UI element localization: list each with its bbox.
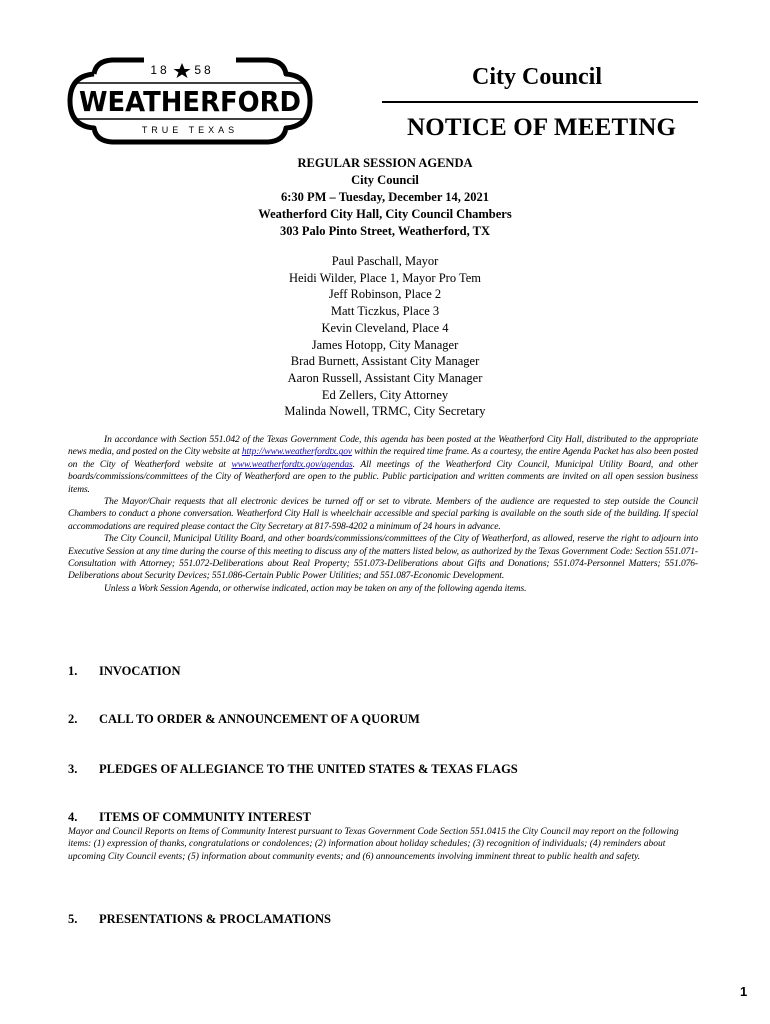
meeting-datetime: 6:30 PM – Tuesday, December 14, 2021	[280, 190, 490, 204]
agenda-item-number: 5.	[68, 912, 78, 926]
meeting-address: 303 Palo Pinto Street, Weatherford, TX	[279, 224, 491, 238]
meeting-location: Weatherford City Hall, City Council Chambers	[258, 207, 512, 221]
notice-paragraph-posting	[68, 434, 698, 496]
officials-list	[0, 253, 770, 420]
agenda-item-number: 1.	[68, 664, 78, 678]
notice-text: . All meetings of the Weatherford City Council, Municipal Utility Board, and other boards/commissions/committees of the City of Weatherford are open to the public. Public participation and written comments are invited on all open session business items.	[68, 459, 698, 495]
logo-year-right: 58	[194, 63, 214, 77]
agendas-link[interactable]: www.weatherfordtx.gov/agendas	[231, 459, 353, 470]
official-entry: Malinda Nowell, TRMC, City Secretary	[284, 404, 486, 419]
notice-paragraph-action: Unless a Work Session Agenda, or otherwise indicated, action may be taken on any of the following agenda items.	[104, 583, 527, 594]
official-entry: Matt Ticzkus, Place 3	[330, 304, 440, 319]
notice-text: within the required time frame. As a courtesy, the entire Agenda Packet has also been posted on the City of Weatherford website at	[68, 447, 698, 470]
agenda-item-title: PRESENTATIONS & PROCLAMATIONS	[99, 912, 331, 926]
official-entry: Heidi Wilder, Place 1, Mayor Pro Tem	[288, 270, 482, 285]
notice-title: NOTICE OF MEETING	[407, 114, 677, 141]
agenda-heading	[0, 155, 770, 240]
notice-paragraph-devices: The Mayor/Chair requests that all electronic devices be turned off or set to vibrate. Members of the audience are requested to step outside the Council Chambers to conduct a phone conversation. Weatherford City Hall is wheelchair accessible and special parking is available on the south side of the building. If special accommodations are required please contact the City Secretary at 817-598-4202 a minimum of 24 hours in advance.	[68, 497, 698, 532]
legal-notice	[68, 434, 698, 595]
agenda-item-title: ITEMS OF COMMUNITY INTEREST	[99, 810, 311, 824]
community-interest-description: Mayor and Council Reports on Items of Community Interest pursuant to Texas Government Code Section 551.0415 the City Council may report on the following items: (1) expression of thanks, congratulations or condolences; (2) information about holiday schedules; (3) recognition of individuals; (4) reminders about upcoming City Council events; (5) information about community events; and (6) announcements involving imminent threat to public health and safety.	[68, 827, 679, 862]
agenda-item-number: 4.	[68, 810, 78, 824]
agenda-item-number: 3.	[68, 762, 78, 776]
official-entry: Aaron Russell, Assistant City Manager	[287, 370, 483, 385]
agenda-item-call-to-order	[68, 712, 420, 727]
agenda-item-title: PLEDGES OF ALLEGIANCE TO THE UNITED STATES & TEXAS FLAGS	[99, 762, 518, 776]
texas-star-icon	[174, 63, 191, 78]
logo-tagline: TRUE TEXAS	[141, 125, 239, 135]
page-number: 1	[740, 984, 748, 999]
official-entry: Kevin Cleveland, Place 4	[321, 320, 449, 335]
title-divider	[382, 101, 698, 103]
agenda-item-presentations	[68, 912, 331, 927]
logo-year-left: 18	[150, 63, 170, 77]
agenda-item-title: INVOCATION	[99, 664, 181, 678]
notice-text: In accordance with Section 551.042 of the Texas Government Code, this agenda has been posted at the Weatherford City Hall, distributed to the appropriate news media, and posted on the City website at	[68, 435, 698, 458]
weatherford-logo	[66, 54, 314, 148]
session-type: REGULAR SESSION AGENDA	[297, 156, 473, 170]
official-entry: Brad Burnett, Assistant City Manager	[290, 354, 480, 369]
agenda-item-community-interest	[68, 810, 311, 825]
logo-name: WEATHERFORD	[79, 85, 301, 118]
agenda-item-pledges	[68, 762, 518, 777]
official-entry: Jeff Robinson, Place 2	[328, 287, 442, 302]
official-entry: Ed Zellers, City Attorney	[321, 387, 449, 402]
meeting-body: City Council	[351, 173, 419, 187]
official-entry: James Hotopp, City Manager	[311, 337, 459, 352]
agenda-item-invocation	[68, 664, 180, 679]
council-title: City Council	[472, 64, 603, 90]
notice-paragraph-executive-session: The City Council, Municipal Utility Board, and other boards/commissions/committees of the City of Weatherford, as allowed, reserve the right to adjourn into Executive Session at any time during the course of this meeting to discuss any of the matters listed below, as authorized by the Texas Government Code: Section 551.071-Consultation with Attorney; 551.072-Deliberations about Real Property; 551.073-Deliberations about Gifts and Donations; 551.074-Personnel Matters; 551.076-Deliberations about Security Devices; 551.086-Certain Public Power Utilities; and 551.087-Economic Development.	[68, 534, 698, 582]
agenda-item-number: 2.	[68, 712, 78, 726]
agenda-item-title: CALL TO ORDER & ANNOUNCEMENT OF A QUORUM	[99, 712, 420, 726]
official-entry: Paul Paschall, Mayor	[331, 254, 439, 268]
city-website-link[interactable]: http://www.weatherfordtx.gov	[241, 447, 352, 458]
